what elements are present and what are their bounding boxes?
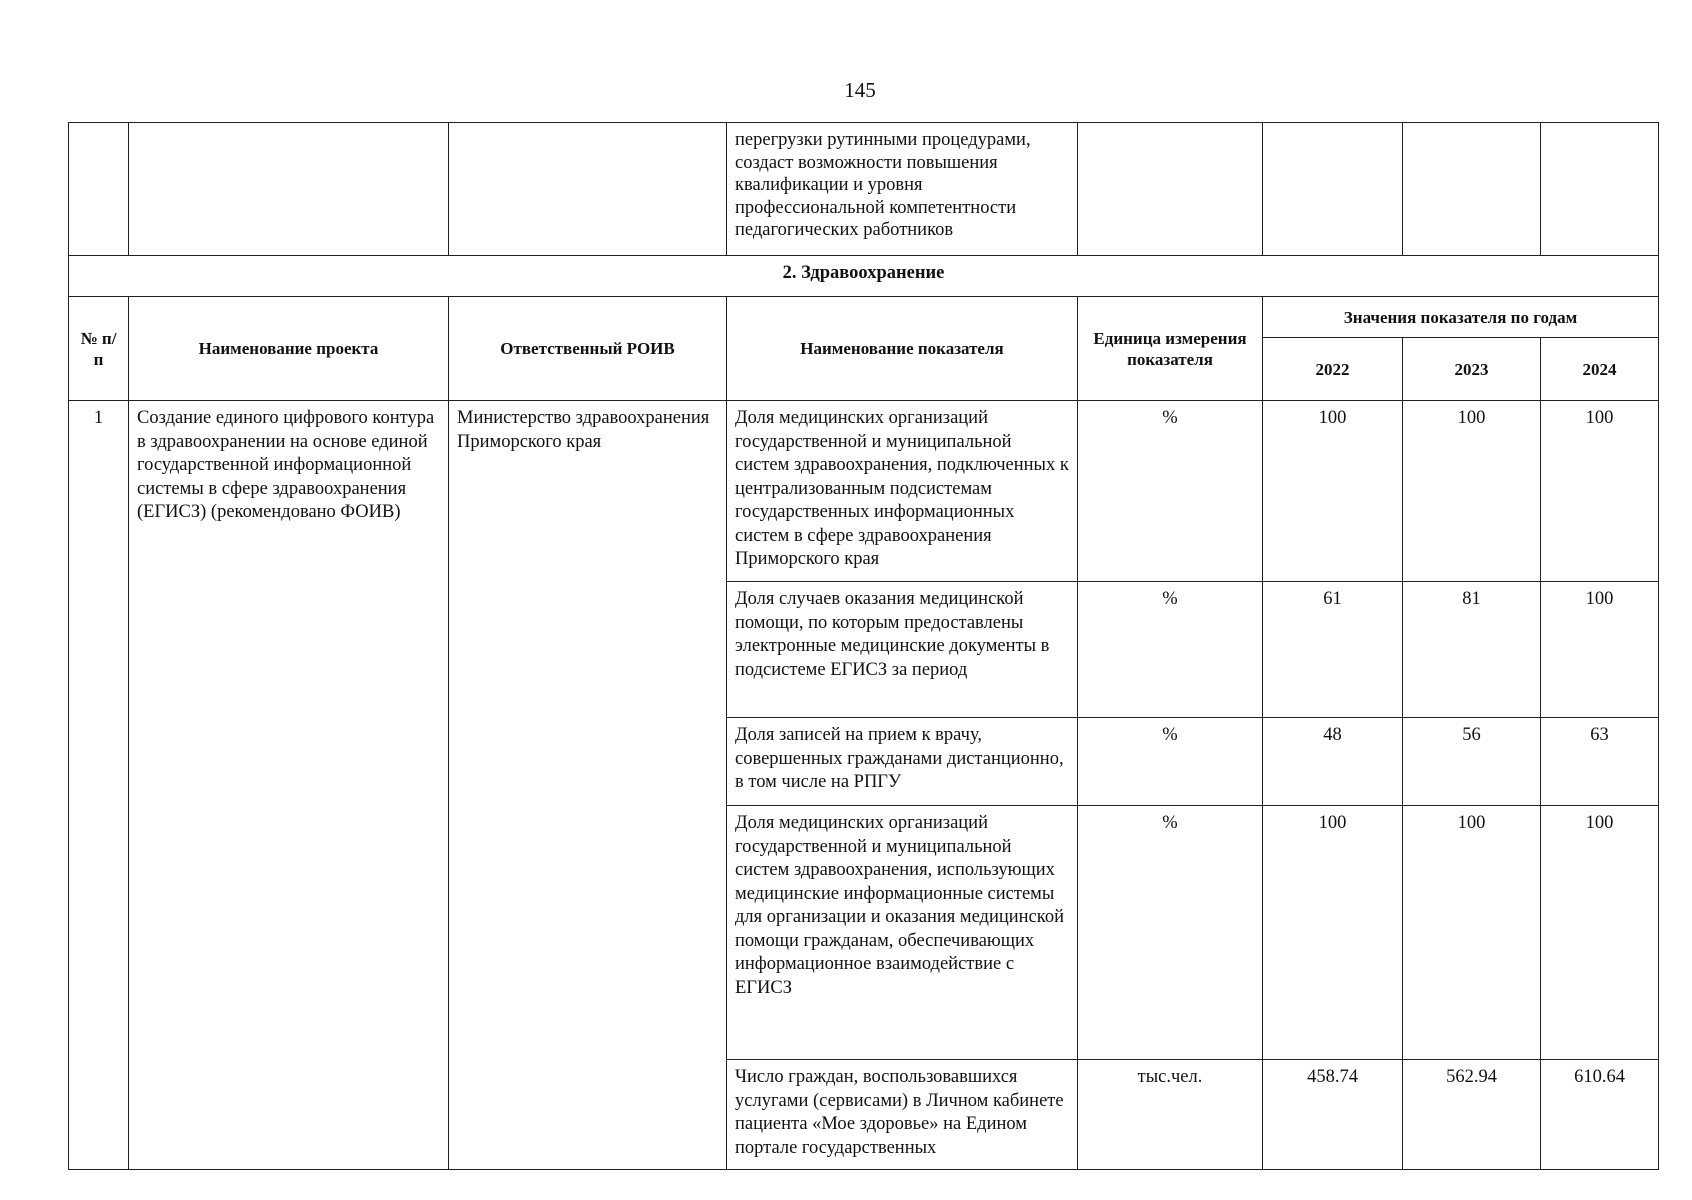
- indicator-name: Доля медицинских организаций государственной и муниципальной систем здравоохранения, подключенных к централизованным подсистемам государственных информационных систем в сфере здравоохранения Приморского края: [727, 401, 1078, 582]
- header-unit: Единица измерения показателя: [1078, 297, 1263, 401]
- value-2024: 63: [1541, 718, 1659, 806]
- header-roiv: Ответственный РОИВ: [449, 297, 727, 401]
- value-2023: 81: [1403, 582, 1541, 718]
- value-2023: 56: [1403, 718, 1541, 806]
- indicator-unit: %: [1078, 582, 1263, 718]
- indicator-name: Доля медицинских организаций государственной и муниципальной систем здравоохранения, использующих медицинские информационные системы для организации и оказания медицинской помощи гражданам, обеспечивающих информационное взаимодействие с ЕГИСЗ: [727, 806, 1078, 1060]
- header-year-2022: 2022: [1263, 338, 1403, 401]
- indicator-unit: %: [1078, 806, 1263, 1060]
- value-2024: 100: [1541, 582, 1659, 718]
- value-2023: 100: [1403, 806, 1541, 1060]
- header-year-2023: 2023: [1403, 338, 1541, 401]
- carry-unit-cell: [1078, 123, 1263, 256]
- value-2023: 100: [1403, 401, 1541, 582]
- value-2024: 610.64: [1541, 1060, 1659, 1170]
- header-num: № п/п: [69, 297, 129, 401]
- carry-num-cell: [69, 123, 129, 256]
- indicator-unit: %: [1078, 401, 1263, 582]
- carry-2023-cell: [1403, 123, 1541, 256]
- carry-2024-cell: [1541, 123, 1659, 256]
- value-2023: 562.94: [1403, 1060, 1541, 1170]
- carry-project-cell: [129, 123, 449, 256]
- carry-2022-cell: [1263, 123, 1403, 256]
- indicators-table: [68, 122, 1659, 1170]
- value-2022: 48: [1263, 718, 1403, 806]
- carry-indicator-cell: перегрузки рутинными процедурами, создаст возможности повышения квалификации и уровня профессиональной компетентности педагогических работников: [727, 123, 1078, 256]
- value-2024: 100: [1541, 401, 1659, 582]
- header-indicator: Наименование показателя: [727, 297, 1078, 401]
- value-2024: 100: [1541, 806, 1659, 1060]
- page-number: 145: [844, 78, 876, 102]
- carry-over-row: [69, 123, 1659, 256]
- section-row: [69, 256, 1659, 297]
- header-row-1: [69, 297, 1659, 338]
- header-year-2024: 2024: [1541, 338, 1659, 401]
- indicator-name: Доля случаев оказания медицинской помощи, по которым предоставлены электронные медицинские документы в подсистеме ЕГИСЗ за период: [727, 582, 1078, 718]
- carry-roiv-cell: [449, 123, 727, 256]
- header-project: Наименование проекта: [129, 297, 449, 401]
- project-num: 1: [69, 401, 129, 1170]
- header-values-group: Значения показателя по годам: [1263, 297, 1659, 338]
- indicator-name: Число граждан, воспользовавшихся услугами (сервисами) в Личном кабинете пациента «Мое здоровье» на Едином портале государственных: [727, 1060, 1078, 1170]
- value-2022: 61: [1263, 582, 1403, 718]
- value-2022: 100: [1263, 401, 1403, 582]
- indicator-unit: %: [1078, 718, 1263, 806]
- project-name: Создание единого цифрового контура в здравоохранении на основе единой государственной информационной системы в сфере здравоохранения (ЕГИСЗ) (рекомендовано ФОИВ): [129, 401, 449, 1170]
- value-2022: 100: [1263, 806, 1403, 1060]
- project-roiv: Министерство здравоохранения Приморского края: [449, 401, 727, 1170]
- indicator-unit: тыс.чел.: [1078, 1060, 1263, 1170]
- value-2022: 458.74: [1263, 1060, 1403, 1170]
- indicator-name: Доля записей на прием к врачу, совершенных гражданами дистанционно, в том числе на РПГУ: [727, 718, 1078, 806]
- table-row: [69, 401, 1659, 582]
- section-title: 2. Здравоохранение: [69, 256, 1659, 297]
